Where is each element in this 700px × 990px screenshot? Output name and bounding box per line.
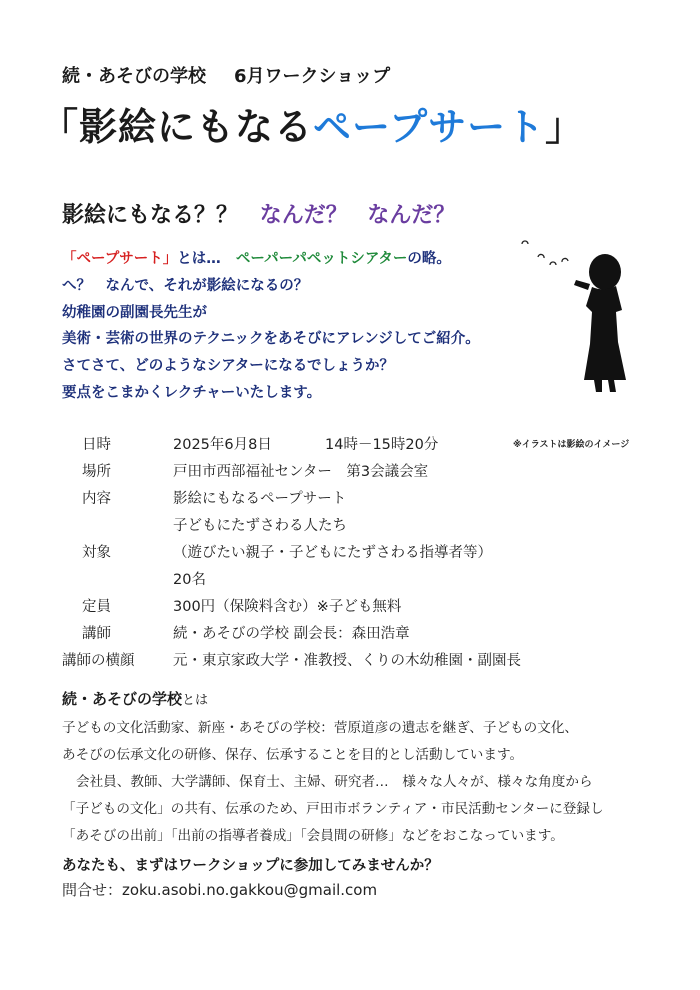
organizer-name: 続・あそびの学校 xyxy=(62,66,206,87)
target-value-1: 子どもにたずさわる人たち xyxy=(173,518,347,534)
workshop-month: 6月ワークショップ xyxy=(234,66,391,87)
intro-line-5: さてさて、どのようなシアターになるでしょうか？ xyxy=(62,358,395,374)
about-org-name: 続・あそびの学校 xyxy=(62,690,183,708)
target-value-2: （遊びたい親子・子どもにたずさわる指導者等） xyxy=(173,545,492,561)
about-line-3: 会社員、教師、大学講師、保育士、主婦、研究者… 様々な人々が、様々な角度から xyxy=(76,774,593,790)
headline-purple-1: なんだ？ xyxy=(259,203,348,228)
flyer-title xyxy=(40,96,584,151)
intro-line-6: 要点をこまかくレクチャーいたします。 xyxy=(62,385,322,401)
title-bracket-close: 」 xyxy=(545,105,585,149)
content-value: 影絵にもなるペープサート xyxy=(173,491,347,507)
intro-line-2: へ？ なんで、それが影絵になるの？ xyxy=(62,278,309,294)
target-label: 対象 xyxy=(82,545,111,561)
about-line-4: 「子どもの文化」の共有、伝承のため、戸田市ボランティア・市民活動センターに登録し xyxy=(62,801,604,817)
intro-term-full: ペーパーパペットシアター xyxy=(235,251,408,267)
intro-line-4: 美術・芸術の世界のテクニックをあそびにアレンジしてご紹介。 xyxy=(62,331,480,347)
intro-term: 「ペープサート」 xyxy=(62,251,178,267)
about-line-1: 子どもの文化活動家、新座・あそびの学校：菅原道彦の遺志を継ぎ、子どもの文化、 xyxy=(62,720,579,736)
headline-black: 影絵にもなる？？ xyxy=(62,203,239,228)
intro-line-3: 幼稚園の副園長先生が xyxy=(62,305,207,321)
child-blowing-bubbles-silhouette-icon xyxy=(512,232,642,402)
illustration-note: ※イラストは影絵のイメージ xyxy=(513,440,630,450)
fee-label: 定員 xyxy=(82,599,111,615)
date-label: 日時 xyxy=(82,437,111,453)
title-black: 影絵にもなる xyxy=(79,105,314,149)
capacity-value: 20名 xyxy=(173,572,206,588)
title-blue: ペープサート xyxy=(313,105,546,149)
intro-line-1: 「ペープサート」とは… ペーパーパペットシアターの略。 xyxy=(62,251,451,267)
lecturer-value: 続・あそびの学校 副会長：森田浩章 xyxy=(173,626,410,642)
content-label: 内容 xyxy=(82,491,111,507)
date-value: 2025年6月8日 xyxy=(173,437,272,453)
about-line-2: あそびの伝承文化の研修、保存、伝承することを目的とし活動しています。 xyxy=(62,747,524,763)
headline xyxy=(62,198,455,229)
title-bracket-open: 「 xyxy=(40,105,80,149)
profile-label: 講師の横顔 xyxy=(62,653,135,669)
call-to-action: あなたも、まずはワークショップに参加してみませんか？ xyxy=(62,858,439,874)
headline-purple-2: なんだ？ xyxy=(367,203,456,228)
contact-email: 問合せ：zoku.asobi.no.gakkou@gmail.com xyxy=(62,881,378,899)
lecturer-label: 講師 xyxy=(82,626,111,642)
place-label: 場所 xyxy=(82,464,111,480)
about-line-5: 「あそびの出前」「出前の指導者養成」「会員間の研修」などをおこなっています。 xyxy=(62,828,564,844)
about-heading: 続・あそびの学校とは xyxy=(62,690,209,708)
fee-value: 300円（保険料含む）※子ども無料 xyxy=(173,599,402,615)
time-value: 14時－15時20分 xyxy=(325,437,439,453)
flyer-subtitle xyxy=(62,62,390,88)
place-value: 戸田市西部福祉センター 第3会議会室 xyxy=(173,464,429,480)
profile-value: 元・東京家政大学・准教授、くりの木幼稚園・副園長 xyxy=(173,653,521,669)
